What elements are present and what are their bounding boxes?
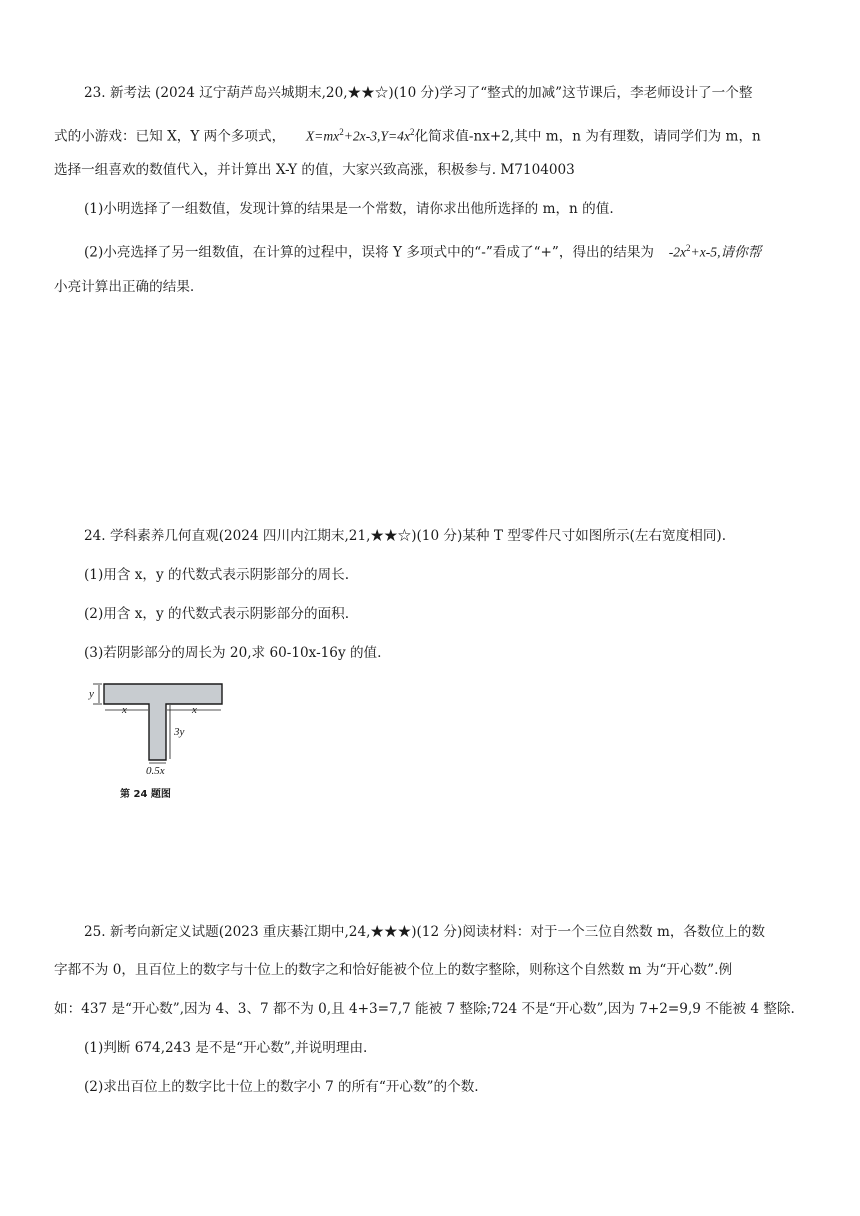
q23-sup-1: 2 [339, 127, 344, 137]
q23-line-2-text-a: 式的小游戏：已知 X，Y 两个多项式， [54, 128, 286, 145]
q23-part-2 [84, 238, 761, 263]
q23-sup-2: 2 [409, 127, 415, 137]
label-x-left: x [122, 704, 127, 716]
q25-line-2: 字都不为 0，且百位上的数字与十位上的数字之和恰好能被个位上的数字整除，则称这个自然数 m 为“开心数”.例 [54, 962, 733, 978]
t-shape-shaded-region [104, 684, 222, 760]
q25-line-1: 25. 新考向新定义试题(2023 重庆綦江期中,24,★★★)(12 分)阅读材料：对于一个三位自然数 m，各数位上的数 [84, 924, 765, 940]
q25-line-3: 如：437 是“开心数”,因为 4、3、7 都不为 0,且 4+3=7,7 能被 7 整除;724 不是“开心数”,因为 7+2=9,9 不能被 4 整除. [54, 1001, 795, 1017]
q24-part-3: (3)若阴影部分的周长为 20,求 60-10x-16y 的值. [84, 645, 382, 661]
label-x-right: x [192, 704, 197, 716]
q24-part-2: (2)用含 x，y 的代数式表示阴影部分的面积. [84, 606, 350, 622]
q23-wrong-result: -2x [668, 244, 687, 260]
q23-expr-y: +2x-3,Y=4x [343, 128, 410, 144]
q23-line-2 [54, 122, 761, 147]
figure-caption: 第 24 题图 [120, 789, 171, 800]
q24-line-1: 24. 学科素养几何直观(2024 四川内江期末,21,★★☆)(10 分)某种 T 型零件尺寸如图所示(左右宽度相同). [84, 528, 727, 544]
q25-part-2: (2)求出百位上的数字比十位上的数字小 7 的所有“开心数”的个数. [84, 1079, 479, 1095]
q23-line-6: 小亮计算出正确的结果. [54, 279, 195, 295]
q23-line-2-text-c: 化简求值-nx+2,其中 m，n 为有理数，请同学们为 m，n [414, 128, 761, 145]
label-0-5x: 0.5x [146, 765, 165, 777]
label-3y: 3y [174, 726, 185, 738]
q23-part-1: (1)小明选择了一组数值，发现计算的结果是一个常数，请你求出他所选择的 m，n 的值. [84, 201, 614, 217]
q23-wrong-result-tail: +x-5,请你帮 [690, 244, 762, 260]
q23-sup-3: 2 [686, 243, 691, 253]
q23-line-3: 选择一组喜欢的数值代入，并计算出 X-Y 的值，大家兴致高涨，积极参与. M7104003 [54, 162, 575, 178]
q24-part-1: (1)用含 x，y 的代数式表示阴影部分的周长. [84, 567, 350, 583]
q23-part-2-text-a: (2)小亮选择了另一组数值，在计算的过程中，误将 Y 多项式中的“-”看成了“+”，得出的结果为 [84, 244, 655, 261]
t-shape-diagram [90, 680, 240, 802]
t-shape-figure [90, 680, 240, 802]
label-y: y [89, 688, 94, 700]
q23-line-1: 23. 新考法 (2024 辽宁葫芦岛兴城期末,20,★★☆)(10 分)学习了“整式的加减”这节课后，李老师设计了一个整 [84, 85, 753, 101]
q25-part-1: (1)判断 674,243 是不是“开心数”,并说明理由. [84, 1040, 368, 1056]
q23-expr-x: X=mx [305, 128, 340, 144]
